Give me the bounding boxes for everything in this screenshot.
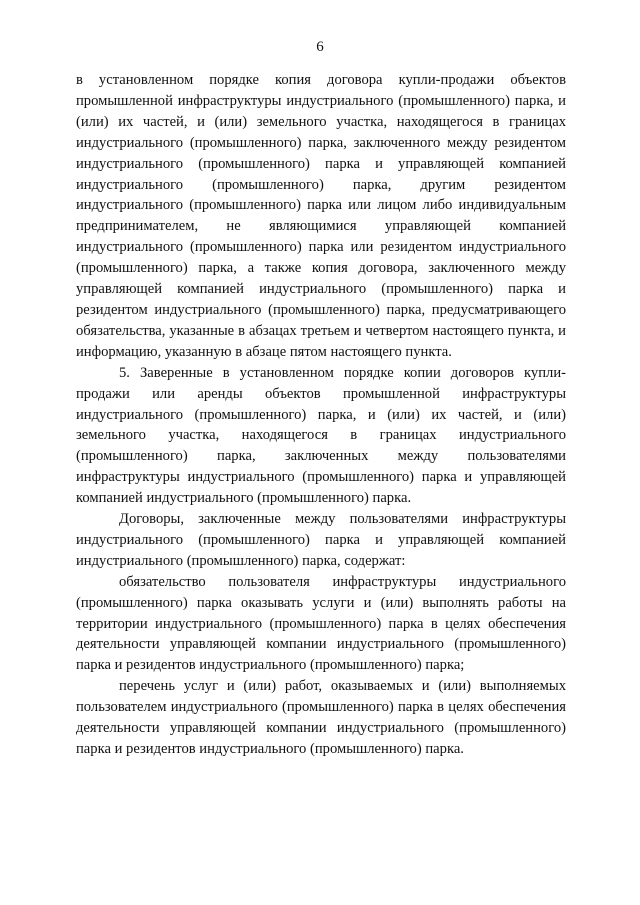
paragraph-obligation: обязательство пользователя инфраструктуры индустриального (промышленного) парка оказывать услуги и (или) выполнять работы на территории индустриального (промышленного) парка в целях обеспечения деятельности управляющей компании индустриального (промышленного) парка и резидентов индустриального (промышленного) парка; [76,573,566,674]
page-number: 6 [316,39,324,55]
document-body [76,70,566,760]
paragraph-item-5: 5. Заверенные в установленном порядке копии договоров купли-продажи или аренды объектов промышленной инфраструктуры индустриального (промышленного) парка, и (или) их частей, и (или) земельного участка, находящегося в границах индустриального (промышленного) парка, заключенных между пользователями инфраструктуры индустриального (промышленного) парка и управляющей компанией индустриального (промышленного) парка. [76,364,566,507]
paragraph-services-list: перечень услуг и (или) работ, оказываемых и (или) выполняемых пользователем индустриального (промышленного) парка в целях обеспечения деятельности управляющей компании индустриального (промышленного) парка и резидентов индустриального (промышленного) парка. [76,678,566,757]
paragraph-continuation: в установленном порядке копия договора купли-продажи объектов промышленной инфраструктуры индустриального (промышленного) парка, и (или) их частей, и (или) земельного участка, находящегося в границах индустриального (промышленного) парка, заключенного между резидентом индустриального (промышленного) парка и управляющей компанией индустриального (промышленного) парка, другим резидентом индустриального (промышленного) парка или лицом либо индивидуальным предпринимателем, не являющимися управляющей компанией индустриального (промышленного) парка или резидентом индустриального (промышленного) парка, а также копия договора, заключенного между управляющей компанией индустриального (промышленного) парка и резидентом индустриального (промышленного) парка, предусматривающего обязательства, указанные в абзацах третьем и четвертом настоящего пункта, и информацию, указанную в абзаце пятом настоящего пункта. [76,72,566,360]
paragraph-contracts-intro: Договоры, заключенные между пользователями инфраструктуры индустриального (промышленного) парка и управляющей компанией индустриального (промышленного) парка, содержат: [76,511,566,569]
